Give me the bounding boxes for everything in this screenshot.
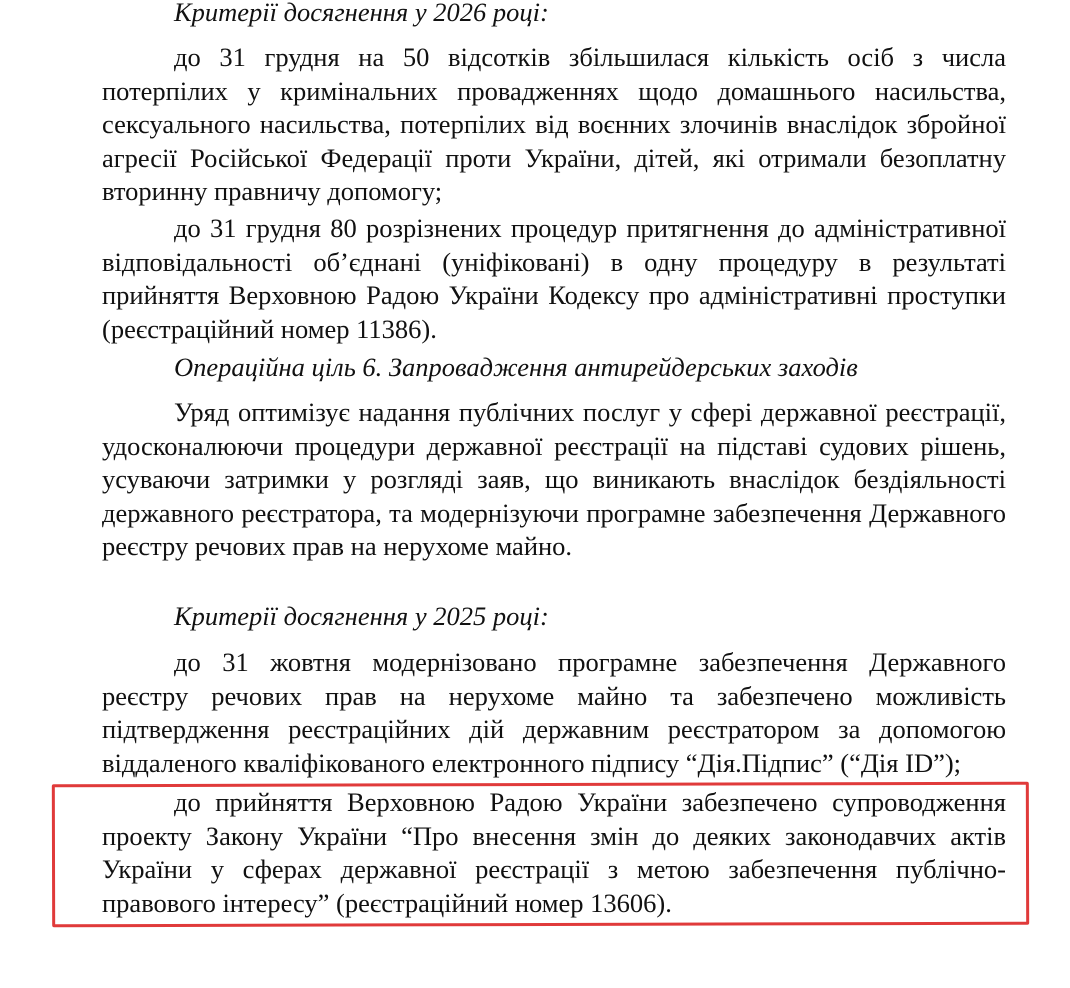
criteria-2025-heading: Критерії досягнення у 2025 році: (174, 601, 549, 631)
paragraph-registry-software: до 31 жовтня модернізовано програмне забезпечення Державного реєстру речових прав на нерухоме майно та забезпечено можливість підтвердження реєстраційних дій державним реєстратором за допомогою віддаленого кваліфікованого електронного підпису “Дія.Підпис” (“Дія ID”); (102, 647, 1006, 778)
operational-goal-6-heading: Операційна ціль 6. Запровадження антирейдерських заходів (174, 352, 858, 382)
paragraph-draft-law-13606: до прийняття Верховною Радою України забезпечено супроводження проекту Закону України “Про внесення змін до деяких законодавчих актів України у сферах державної реєстрації з метою забезпечення публічно-правового інтересу” (реєстраційний номер 13606). (102, 787, 1006, 918)
paragraph-victims-legal-aid: до 31 грудня на 50 відсотків збільшилася кількість осіб з числа потерпілих у кримінальних провадженнях щодо домашнього насильства, сексуального насильства, потерпілих від воєнних злочинів внаслідок збройної агресії Російської Федерації проти України, дітей, які отримали безоплатну вторинну правничу допомогу; (102, 42, 1006, 206)
criteria-2026-heading: Критерії досягнення у 2026 році: (174, 0, 549, 27)
paragraph-state-registration: Уряд оптимізує надання публічних послуг у сфері державної реєстрації, удосконалюючи процедури державної реєстрації на підставі судових рішень, усуваючи затримки у розгляді заяв, що виникають внаслідок бездіяльності державного реєстратора, та модернізуючи програмне забезпечення Державного реєстру речових прав на нерухоме майно. (102, 397, 1006, 561)
paragraph-administrative-code: до 31 грудня 80 розрізнених процедур притягнення до адміністративної відповідальності об’єднані (уніфіковані) в одну процедуру в результаті прийняття Верховною Радою України Кодексу про адміністративні проступки (реєстраційний номер 11386). (102, 213, 1006, 344)
